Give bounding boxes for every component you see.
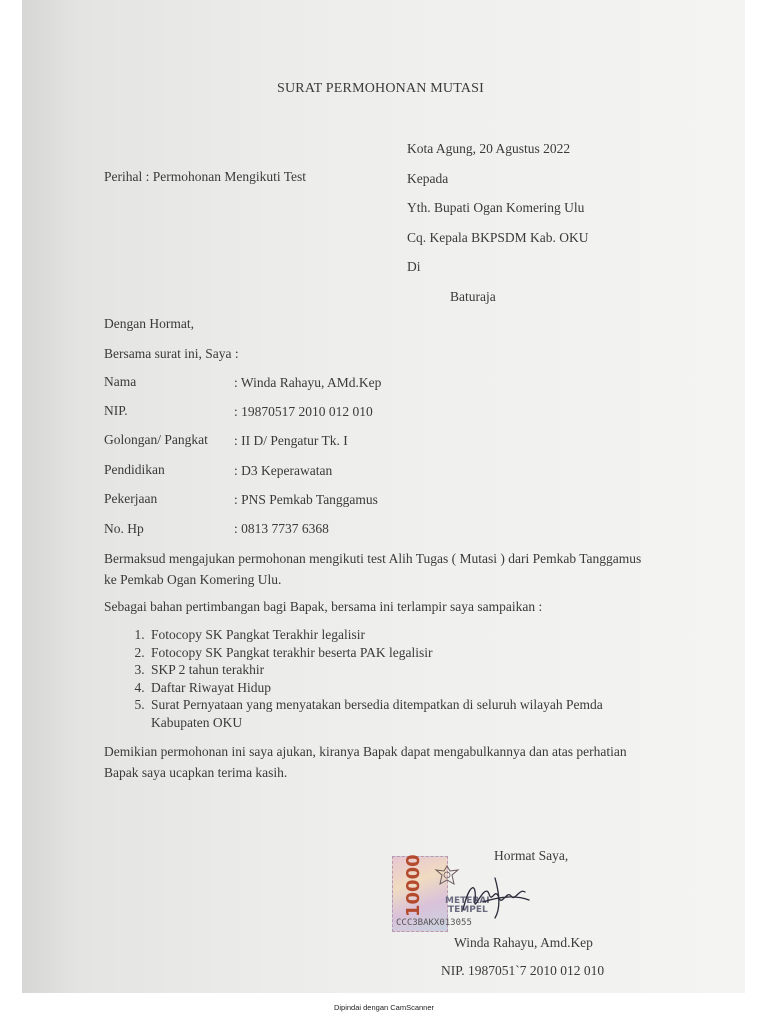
attachment-list: [104, 626, 658, 731]
paragraph-purpose: Bermaksud mengajukan permohonan mengikuti test Alih Tugas ( Mutasi ) dari Pemkab Tanggamus ke Pemkab Ogan Komering Ulu.: [104, 551, 642, 587]
field-label-pendidikan: Pendidikan: [104, 462, 165, 477]
field-label-nohp: No. Hp: [104, 521, 144, 536]
recipient-di: Di: [407, 259, 421, 274]
document-title: SURAT PERMOHONAN MUTASI: [277, 81, 485, 96]
stamp-value: 10000: [403, 854, 424, 917]
regards-line: Hormat Saya,: [494, 848, 569, 863]
field-value-golongan: : II D/ Pengatur Tk. I: [234, 433, 348, 448]
stamp-serial: CCC3BAKX013055: [396, 918, 472, 928]
signatory-name: Winda Rahayu, Amd.Kep: [454, 935, 593, 950]
field-value-nama: : Winda Rahayu, AMd.Kep: [234, 375, 382, 390]
field-value-nip: : 19870517 2010 012 010: [234, 404, 373, 419]
recipient-line-1: Yth. Bupati Ogan Komering Ulu: [407, 200, 585, 215]
list-item: 3. SKP 2 tahun terakhir: [148, 661, 658, 679]
paragraph-attachment-intro: Sebagai bahan pertimbangan bagi Bapak, bersama ini terlampir saya sampaikan :: [104, 599, 543, 614]
scanner-footer: Dipindai dengan CamScanner: [333, 1003, 435, 1012]
field-value-pekerjaan: : PNS Pemkab Tanggamus: [234, 492, 378, 507]
field-value-pendidikan: : D3 Keperawatan: [234, 463, 333, 478]
recipient-line-2: Cq. Kepala BKPSDM Kab. OKU: [407, 230, 589, 245]
closing-paragraph: Demikian permohonan ini saya ajukan, kiranya Bapak dapat mengabulkannya dan atas perhatian Bapak saya ucapkan terima kasih.: [104, 744, 627, 780]
handwritten-signature: [455, 872, 535, 922]
field-label-pekerjaan: Pekerjaan: [104, 491, 158, 506]
list-item: 1. Fotocopy SK Pangkat Terakhir legalisir: [148, 626, 658, 644]
recipient-city: Baturaja: [450, 289, 496, 304]
field-label-nama: Nama: [104, 374, 137, 389]
date-line: Kota Agung, 20 Agustus 2022: [407, 141, 571, 156]
list-item: 4. Daftar Riwayat Hidup: [148, 679, 658, 697]
field-label-golongan: Golongan/ Pangkat: [104, 432, 208, 447]
signatory-nip: NIP. 1987051`7 2010 012 010: [441, 963, 605, 978]
stamp-label: METERAI TEMPEL: [445, 896, 490, 915]
list-item: 2. Fotocopy SK Pangkat terakhir beserta PAK legalisir: [148, 644, 658, 662]
greeting: Dengan Hormat,: [104, 316, 194, 331]
field-value-nohp: : 0813 7737 6368: [234, 521, 329, 536]
intro-line: Bersama surat ini, Saya :: [104, 346, 239, 361]
list-item: 5. Surat Pernyataan yang menyatakan bersedia ditempatkan di seluruh wilayah Pemda Kabupaten OKU: [148, 696, 658, 731]
recipient-to: Kepada: [407, 171, 449, 186]
field-label-nip: NIP.: [104, 403, 128, 418]
subject-line: Perihal : Permohonan Mengikuti Test: [104, 169, 307, 184]
